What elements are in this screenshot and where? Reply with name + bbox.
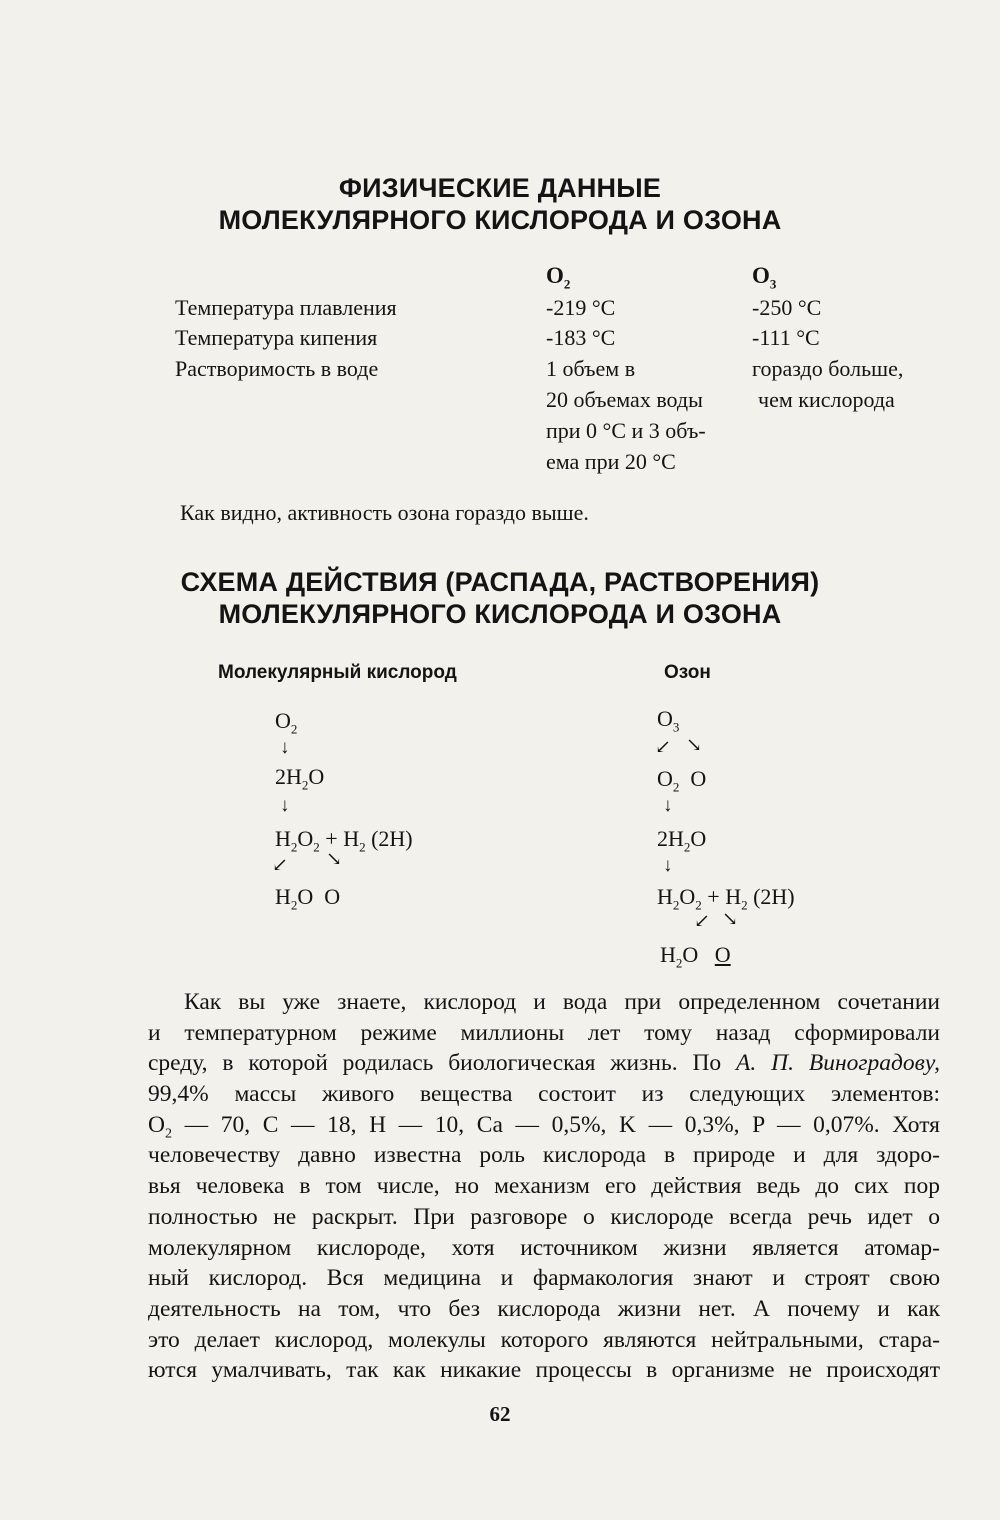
arrow-down-icon: ↓ bbox=[280, 737, 290, 758]
paragraph-line: молекулярном кислороде, хотя источником жизни является атомар- bbox=[148, 1234, 940, 1261]
paragraph-line: 99,4% массы живого вещества состоит из следующих элементов: bbox=[148, 1081, 940, 1108]
arrow-down-right-icon: ↘ bbox=[326, 849, 342, 870]
paragraph-line: вья человека в том числе, но механизм его действия ведь до сих пор bbox=[148, 1173, 940, 1200]
o3-solubility-line: чем кислорода bbox=[758, 387, 895, 412]
arrow-down-icon: ↓ bbox=[280, 795, 290, 816]
formula-2h2o: $2H_2O$ bbox=[275, 764, 325, 793]
row-label-solubility: Растворимость в воде bbox=[175, 356, 379, 381]
o3-boiling: -111 °C bbox=[752, 325, 820, 350]
arrow-down-icon: ↓ bbox=[663, 855, 673, 876]
heading-scheme bbox=[0, 566, 1000, 630]
paragraph-line: деятельность на том, что без кислорода жизни нет. А почему и как bbox=[148, 1295, 940, 1322]
arrow-down-right-icon: ↘ bbox=[722, 909, 738, 930]
o2-boiling: -183 °C bbox=[546, 325, 616, 350]
heading-line: МОЛЕКУЛЯРНОГО КИСЛОРОДА И ОЗОНА bbox=[218, 599, 782, 629]
formula-o2: $O_2$ bbox=[275, 708, 298, 737]
formula-h2o-o: $H_2O$ O bbox=[275, 884, 341, 913]
row-label-boiling: Температура кипения bbox=[175, 325, 378, 350]
o3-melting: -250 °C bbox=[752, 295, 822, 320]
page-number: 62 bbox=[489, 1402, 511, 1426]
formula-h2o2-h2-ozone: $H_2O_2 + H_2$ (2H) bbox=[657, 884, 795, 913]
o2-solubility-line: при 0 °C и 3 объ- bbox=[546, 418, 706, 443]
scheme-right-title: Озон bbox=[664, 662, 711, 683]
body-paragraph bbox=[148, 987, 940, 1386]
formula-o3: $O_3$ bbox=[657, 706, 680, 735]
paragraph-line: это делает кислород, молекулы которого являются нейтральными, стара- bbox=[148, 1326, 940, 1353]
paragraph-line: ются умалчивать, так как никакие процессы в организме не происходят bbox=[148, 1357, 940, 1384]
o3-solubility-line: гораздо больше, bbox=[752, 356, 904, 381]
o2-solubility-line: 20 объемах воды bbox=[546, 387, 703, 412]
paragraph-line: и температурном режиме миллионы лет тому назад сформировали bbox=[148, 1019, 940, 1046]
scheme-left-title: Молекулярный кислород bbox=[218, 662, 457, 683]
heading-line: МОЛЕКУЛЯРНОГО КИСЛОРОДА И ОЗОНА bbox=[218, 205, 782, 235]
arrow-down-left-icon: ↙ bbox=[694, 911, 710, 932]
formula-h2o-o-ozone: $H_2O$ O bbox=[660, 942, 731, 971]
heading-line: СХЕМА ДЕЙСТВИЯ (РАСПАДА, РАСТВОРЕНИЯ) bbox=[180, 567, 820, 597]
o2-solubility-line: 1 объем в bbox=[546, 356, 636, 381]
arrow-down-left-icon: ↙ bbox=[655, 737, 671, 758]
row-label-melting: Температура плавления bbox=[175, 295, 397, 320]
arrow-down-icon: ↓ bbox=[663, 795, 673, 816]
formula-o2-o: $O_2$ O bbox=[657, 766, 707, 795]
paragraph-line: Как вы уже знаете, кислород и вода при определенном сочетании bbox=[184, 989, 940, 1015]
column-o2-header: $O_2$ bbox=[546, 263, 571, 292]
o2-solubility-line: ема при 20 °C bbox=[546, 449, 676, 474]
heading-physical-data bbox=[0, 172, 1000, 236]
paragraph-line: $O_2$ — 70, C — 18, H — 10, Ca — 0,5%, K — 0,3%, P — 0,07%. Хотя bbox=[148, 1111, 940, 1142]
paragraph-line: полностью не раскрыт. При разговоре о кислороде всегда речь идет о bbox=[148, 1203, 940, 1230]
arrow-down-right-icon: ↘ bbox=[686, 735, 702, 756]
paragraph-line: среду, в которой родилась биологическая жизнь. По А. П. Виноградову, bbox=[148, 1050, 940, 1077]
formula-h2o2-h2: $H_2O_2 + H_2$ (2H) bbox=[275, 826, 413, 855]
arrow-down-left-icon: ↙ bbox=[272, 855, 288, 876]
o2-melting: -219 °C bbox=[546, 295, 616, 320]
conclusion-text: Как видно, активность озона гораздо выше. bbox=[180, 500, 589, 525]
paragraph-line: ный кислород. Вся медицина и фармакология знают и строят свою bbox=[148, 1265, 940, 1292]
formula-2h2o-ozone: $2H_2O$ bbox=[657, 826, 707, 855]
column-o3-header: $O_3$ bbox=[752, 263, 777, 292]
heading-line: ФИЗИЧЕСКИЕ ДАННЫЕ bbox=[338, 173, 662, 203]
paragraph-line: человечеству давно известна роль кислорода в природе и для здоро- bbox=[148, 1142, 940, 1169]
